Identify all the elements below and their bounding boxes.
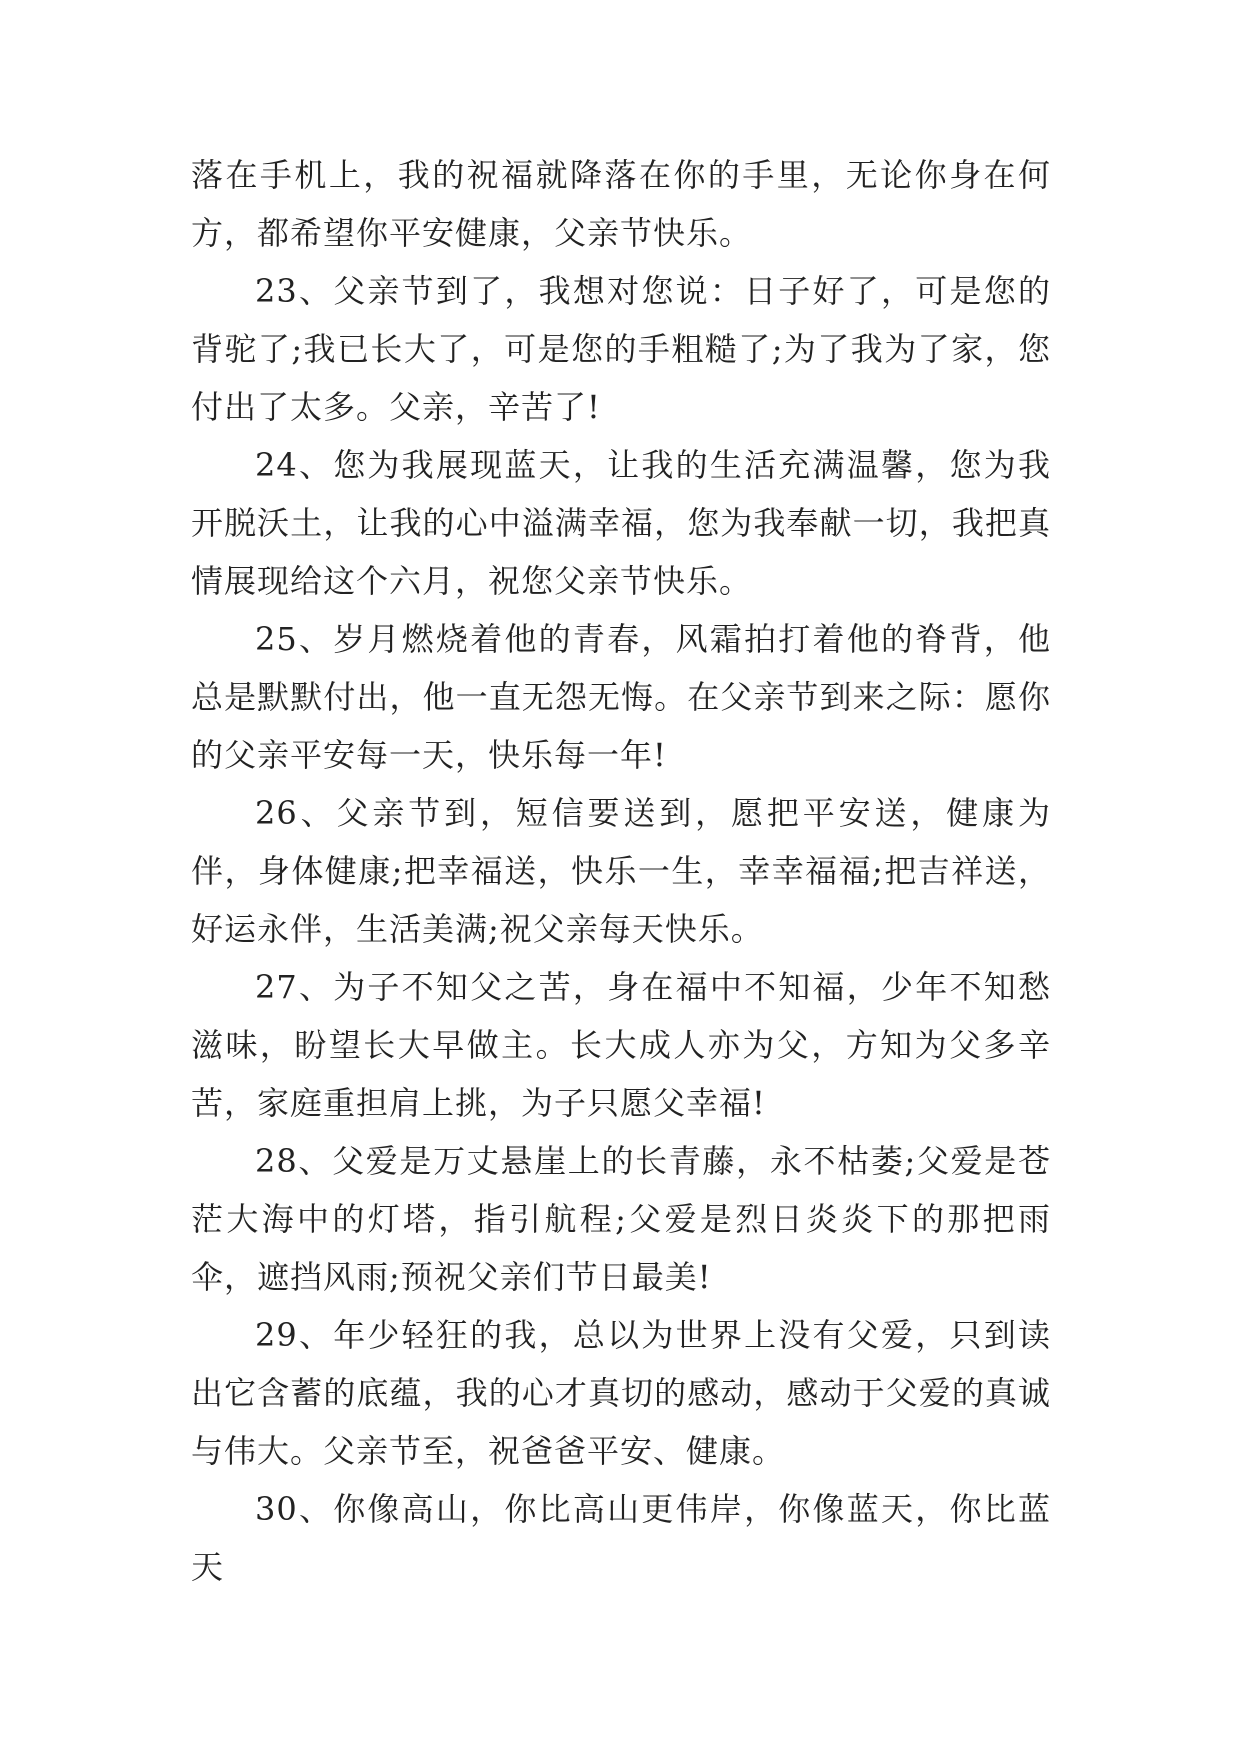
paragraph-28: 28、父爱是万丈悬崖上的长青藤，永不枯萎;父爱是苍茫大海中的灯塔，指引航程;父爱是烈日炎炎下的那把雨伞，遮挡风雨;预祝父亲们节日最美!: [191, 1142, 1051, 1296]
paragraph-25: 25、岁月燃烧着他的青春，风霜拍打着他的脊背，他总是默默付出，他一直无怨无悔。在父亲节到来之际：愿你的父亲平安每一天，快乐每一年!: [191, 620, 1051, 774]
paragraph-29: 29、年少轻狂的我，总以为世界上没有父爱，只到读出它含蓄的底蕴，我的心才真切的感动，感动于父爱的真诚与伟大。父亲节至，祝爸爸平安、健康。: [191, 1316, 1051, 1470]
paragraph-26: 26、父亲节到，短信要送到，愿把平安送，健康为伴，身体健康;把幸福送，快乐一生，幸幸福福;把吉祥送，好运永伴，生活美满;祝父亲每天快乐。: [191, 794, 1051, 948]
paragraph-continuation: 落在手机上，我的祝福就降落在你的手里，无论你身在何方，都希望你平安健康，父亲节快乐。: [191, 156, 1051, 252]
paragraph-30: 30、你像高山，你比高山更伟岸，你像蓝天，你比蓝天: [191, 1490, 1051, 1586]
paragraph-24: 24、您为我展现蓝天，让我的生活充满温馨，您为我开脱沃土，让我的心中溢满幸福，您为我奉献一切，我把真情展现给这个六月，祝您父亲节快乐。: [191, 446, 1051, 600]
paragraph-27: 27、为子不知父之苦，身在福中不知福，少年不知愁滋味，盼望长大早做主。长大成人亦为父，方知为父多辛苦，家庭重担肩上挑，为子只愿父幸福!: [191, 968, 1051, 1122]
paragraph-23: 23、父亲节到了，我想对您说：日子好了，可是您的背驼了;我已长大了，可是您的手粗糙了;为了我为了家，您付出了太多。父亲，辛苦了!: [191, 272, 1051, 426]
document-body: [191, 146, 1051, 1596]
